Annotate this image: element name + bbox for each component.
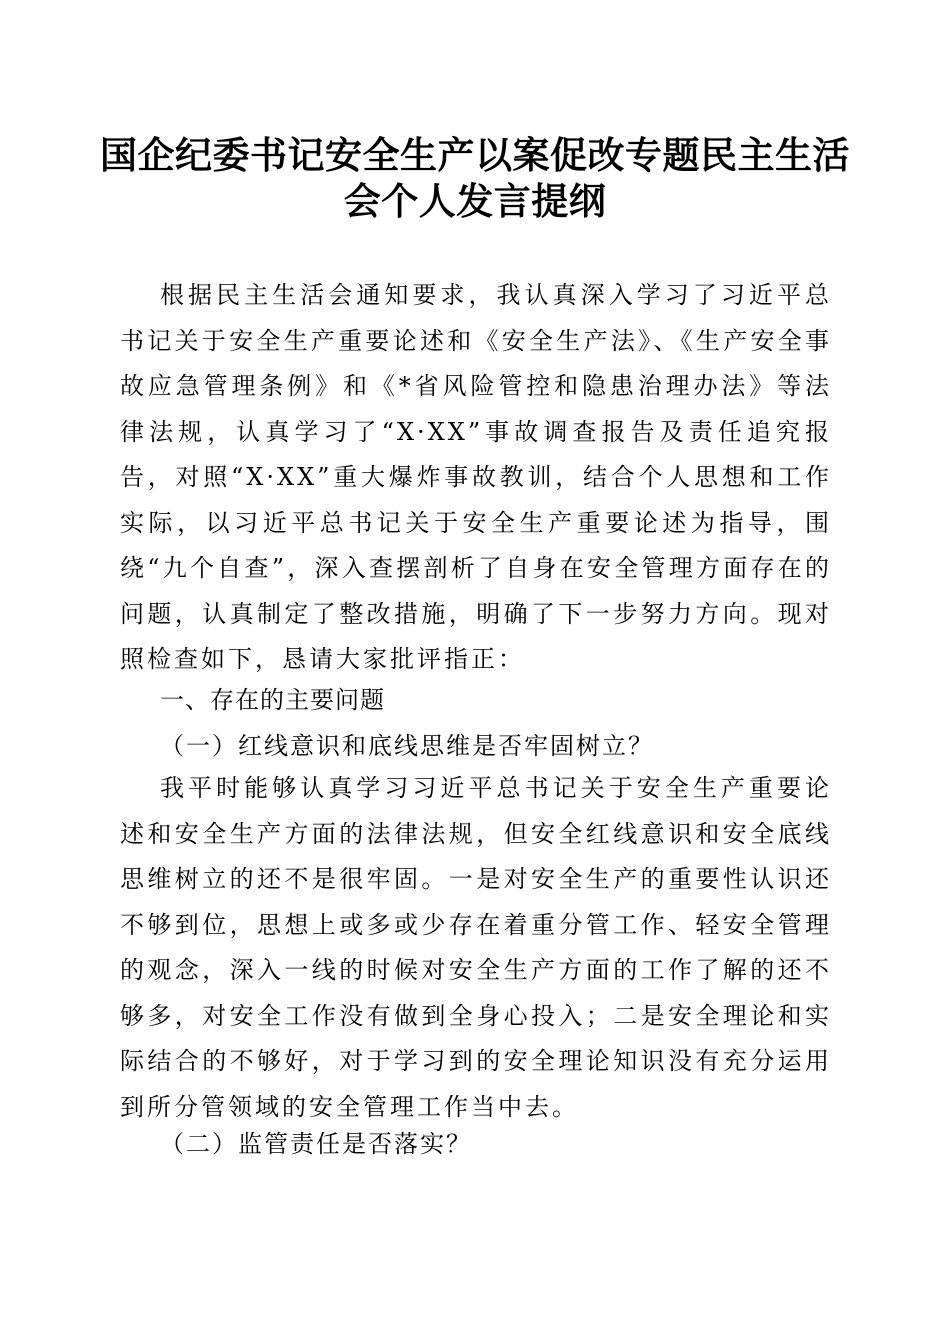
subsection-heading-1: （一）红线意识和底线思维是否牢固树立？ <box>160 732 654 760</box>
title-line-2: 会个人发言提纲 <box>343 179 607 223</box>
subsection-heading-2: （二）监管责任是否落实？ <box>160 1130 472 1158</box>
document-title <box>100 132 850 224</box>
subsection-1-paragraph: 我平时能够认真学习习近平总书记关于安全生产重要论述和安全生产方面的法律法规，但安全红线意识和安全底线思维树立的还不是很牢固。一是对安全生产的重要性认识还不够到位，思想上或多或少存在着重分管工作、轻安全管理的观念，深入一线的时候对安全生产方面的工作了解的还不够多，对安全工作没有做到全身心投入；二是安全理论和实际结合的不够好，对于学习到的安全理论知识没有充分运用到所分管领域的安全管理工作当中去。 <box>120 774 832 1121</box>
section-heading-1: 一、存在的主要问题 <box>160 686 385 714</box>
intro-paragraph: 根据民主生活会通知要求，我认真深入学习了习近平总书记关于安全生产重要论述和《安全生产法》、《生产安全事故应急管理条例》和《*省风险管控和隐患治理办法》等法律法规，认真学习了“X·XX”事故调查报告及责任追究报告，对照“X·XX”重大爆炸事故教训，结合个人思想和工作实际，以习近平总书记关于安全生产重要论述为指导，围绕“九个自查”，深入查摆剖析了自身在安全管理方面存在的问题，认真制定了整改措施，明确了下一步努力方向。现对照检查如下，恳请大家批评指正： <box>120 281 832 673</box>
title-line-1: 国企纪委书记安全生产以案促改专题民主生活 <box>100 133 850 177</box>
intro-block <box>120 273 832 683</box>
subsection-1-block <box>120 766 832 1130</box>
